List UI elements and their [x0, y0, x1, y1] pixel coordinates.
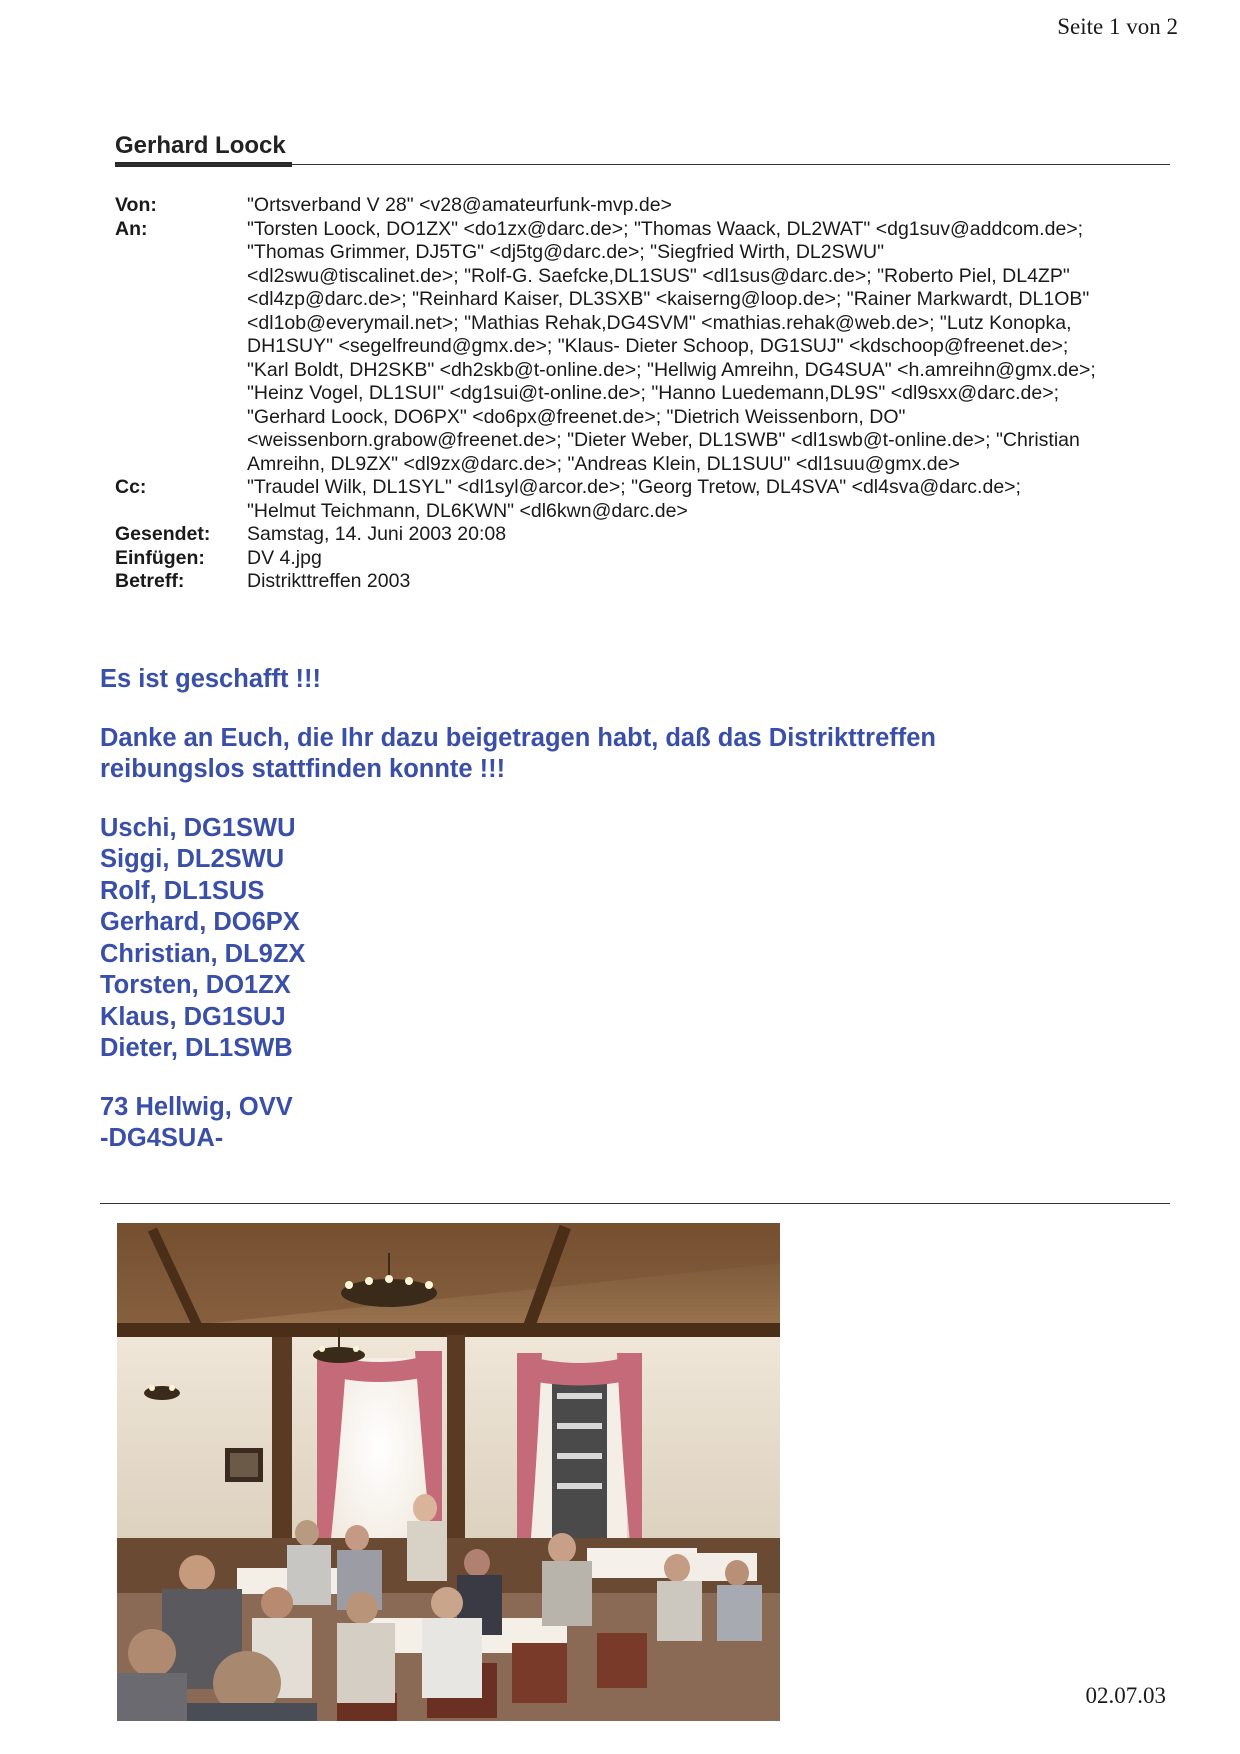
header-value-line: Amreihn, DL9ZX" <dl9zx@darc.de>; "Andreas Klein, DL1SUU" <dl1suu@gmx.de>: [247, 452, 960, 475]
header-value: [247, 523, 1175, 547]
header-value-line: "Thomas Grimmer, DJ5TG" <dj5tg@darc.de>; "Siegfried Wirth, DL2SWU": [247, 241, 885, 263]
helper-name: Klaus, DG1SUJ: [100, 1002, 286, 1031]
message-body: [100, 664, 1100, 1155]
helper-name: Rolf, DL1SUS: [100, 876, 265, 905]
header-value: [247, 547, 1175, 571]
header-value-line: Samstag, 14. Juni 2003 20:08: [247, 523, 507, 545]
header-value-line: "Torsten Loock, DO1ZX" <do1zx@darc.de>; "Thomas Waack, DL2WAT" <dg1suv@addcom.de>;: [247, 217, 1084, 240]
email-header: [115, 194, 1175, 594]
signature-callsign: -DG4SUA-: [100, 1124, 224, 1152]
header-value-line: DV 4.jpg: [247, 546, 322, 569]
header-label: An:: [115, 217, 148, 240]
header-row-attachment: [115, 547, 1175, 571]
helper-name: Christian, DL9ZX: [100, 939, 306, 968]
attached-photo: [117, 1223, 780, 1721]
sender-name: Gerhard Loock: [115, 132, 286, 159]
header-value: [247, 570, 1175, 594]
header-value-line: "Helmut Teichmann, DL6KWN" <dl6kwn@darc.de>: [247, 499, 688, 522]
header-value: [247, 476, 1175, 523]
header-label: Gesendet:: [115, 523, 211, 545]
header-label: Cc:: [115, 476, 147, 498]
header-value-line: <dl2swu@tiscalinet.de>; "Rolf-G. Saefcke,DL1SUS" <dl1sus@darc.de>; "Roberto Piel, DL4ZP": [247, 264, 1070, 287]
header-value-line: "Ortsverband V 28" <v28@amateurfunk-mvp.de>: [247, 194, 672, 216]
header-row-to: [115, 218, 1175, 477]
message-headline: Es ist geschafft !!!: [100, 665, 322, 693]
header-row-cc: [115, 476, 1175, 523]
helper-name: Dieter, DL1SWB: [100, 1034, 293, 1062]
header-divider: [115, 164, 1170, 165]
header-value-line: "Karl Boldt, DH2SKB" <dh2skb@t-online.de>; "Hellwig Amreihn, DG4SUA" <h.amreihn@gmx.de>;: [247, 358, 1096, 381]
header-value-line: <dl4zp@darc.de>; "Reinhard Kaiser, DL3SXB" <kaiserng@loop.de>; "Rainer Markwardt, DL1OB": [247, 288, 1090, 310]
banquet-hall-photo: [117, 1223, 780, 1721]
header-value: [247, 218, 1175, 477]
header-row-subject: [115, 570, 1175, 594]
helper-name: Siggi, DL2SWU: [100, 845, 285, 873]
header-value-line: "Gerhard Loock, DO6PX" <do6px@freenet.de>; "Dietrich Weissenborn, DO": [247, 405, 906, 428]
signature-line: 73 Hellwig, OVV: [100, 1092, 293, 1121]
header-row-sent: [115, 523, 1175, 547]
header-label: Einfügen:: [115, 546, 205, 569]
page-number: Seite 1 von 2: [1057, 14, 1178, 39]
header-value-line: <dl1ob@everymail.net>; "Mathias Rehak,DG4SVM" <mathias.rehak@web.de>; "Lutz Konopka,: [247, 311, 1072, 334]
print-date: 02.07.03: [1085, 1683, 1166, 1708]
header-value-line: <weissenborn.grabow@freenet.de>; "Dieter Weber, DL1SWB" <dl1swb@t-online.de>; "Christian: [247, 429, 1080, 451]
helper-name: Gerhard, DO6PX: [100, 908, 300, 936]
header-label: Von:: [115, 194, 157, 216]
header-value: [247, 194, 1175, 218]
header-value-line: DH1SUY" <segelfreund@gmx.de>; "Klaus- Dieter Schoop, DG1SUJ" <kdschoop@freenet.de>;: [247, 335, 1069, 357]
message-thanks-line: Danke an Euch, die Ihr dazu beigetragen habt, daß das Distrikttreffen: [100, 723, 936, 752]
helper-name: Uschi, DG1SWU: [100, 813, 296, 842]
footer-divider: [100, 1203, 1170, 1204]
header-row-from: [115, 194, 1175, 218]
header-label: Betreff:: [115, 570, 185, 592]
header-value-line: Distrikttreffen 2003: [247, 570, 411, 592]
header-value-line: "Traudel Wilk, DL1SYL" <dl1syl@arcor.de>; "Georg Tretow, DL4SVA" <dl4sva@darc.de>;: [247, 476, 1021, 498]
helper-name: Torsten, DO1ZX: [100, 971, 291, 999]
message-thanks-line: reibungslos stattfinden konnte !!!: [100, 755, 506, 783]
header-value-line: "Heinz Vogel, DL1SUI" <dg1sui@t-online.de>; "Hanno Luedemann,DL9S" <dl9sxx@darc.de>;: [247, 382, 1060, 404]
